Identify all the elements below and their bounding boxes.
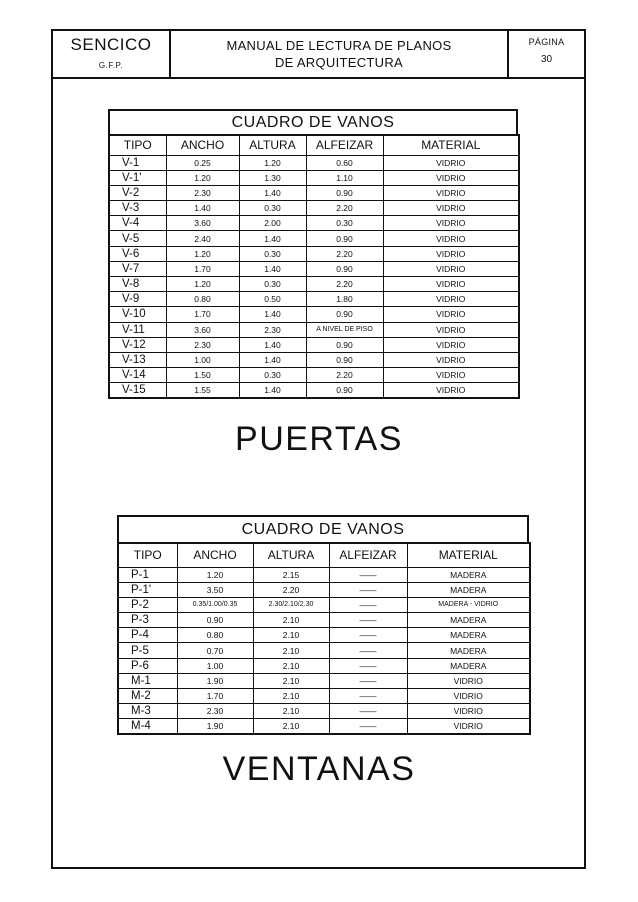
table-cell: P-2 [118, 597, 177, 612]
table-cell: VIDRIO [383, 307, 519, 322]
table-cell: 1.40 [239, 383, 306, 398]
table-row [118, 582, 530, 597]
table-cell: 2.00 [239, 216, 306, 231]
manual-title-cell [171, 31, 509, 77]
table-cell: 1.40 [239, 185, 306, 200]
table-cell: V-7 [109, 261, 166, 276]
table-cell: —— [329, 719, 407, 734]
table-cell: P-6 [118, 658, 177, 673]
table-row [109, 307, 519, 322]
table-cell: 2.40 [166, 231, 239, 246]
table-cell: A NIVEL DE PISO [306, 322, 383, 337]
org-name: SENCICO [70, 35, 152, 54]
table-row [109, 352, 519, 367]
table-row [109, 201, 519, 216]
table-cell: 2.10 [253, 658, 329, 673]
table-1-header-row [109, 135, 519, 155]
table-cell: 1.20 [239, 155, 306, 170]
table-cell: VIDRIO [383, 216, 519, 231]
table-cell: 0.90 [306, 383, 383, 398]
table-cell: V-9 [109, 292, 166, 307]
table-row [109, 277, 519, 292]
table-cell: 1.80 [306, 292, 383, 307]
table-cell: 1.50 [166, 368, 239, 383]
table-cell: 1.55 [166, 383, 239, 398]
table-cell: 2.10 [253, 673, 329, 688]
table-row [118, 673, 530, 688]
table-cell: 2.30/2.10/2.30 [253, 597, 329, 612]
table-cell: —— [329, 567, 407, 582]
table-cell: V-15 [109, 383, 166, 398]
table-cell: VIDRIO [383, 352, 519, 367]
table-row [118, 567, 530, 582]
table-cell: VIDRIO [407, 673, 530, 688]
section-title-ventanas: VENTANAS [222, 750, 416, 788]
table-2-title: CUADRO DE VANOS [117, 515, 529, 542]
table-row [109, 216, 519, 231]
table-cell: MADERA [407, 567, 530, 582]
table-cell: 1.70 [166, 261, 239, 276]
table-cell: 0.30 [306, 216, 383, 231]
table-row [109, 170, 519, 185]
table-row [109, 246, 519, 261]
table-cell: VIDRIO [407, 689, 530, 704]
page-cell [509, 31, 584, 77]
column-header: ALFEIZAR [306, 135, 383, 155]
table-cell: VIDRIO [383, 261, 519, 276]
table-cell: 0.90 [306, 352, 383, 367]
table-row [109, 368, 519, 383]
column-header: MATERIAL [407, 543, 530, 567]
table-cell: 1.10 [306, 170, 383, 185]
table-cell: 0.90 [306, 231, 383, 246]
page-header [53, 31, 584, 79]
table-row [118, 628, 530, 643]
table-cell: 1.40 [239, 352, 306, 367]
table-1-body [109, 155, 519, 398]
table-row [118, 597, 530, 612]
table-cell: 1.40 [239, 231, 306, 246]
table-cell: —— [329, 597, 407, 612]
vanos-table-1 [108, 109, 518, 399]
table-cell: 1.90 [177, 719, 253, 734]
table-row [118, 689, 530, 704]
org-cell [53, 31, 171, 77]
table-cell: MADERA [407, 643, 530, 658]
table-cell: 1.40 [239, 337, 306, 352]
table-cell: 0.50 [239, 292, 306, 307]
table-cell: 1.20 [166, 170, 239, 185]
table-cell: 2.30 [166, 337, 239, 352]
table-cell: 3.60 [166, 216, 239, 231]
page-label: PÁGINA [528, 37, 565, 47]
table-2-header-row [118, 543, 530, 567]
table-cell: VIDRIO [383, 322, 519, 337]
column-header: MATERIAL [383, 135, 519, 155]
table-cell: 2.30 [239, 322, 306, 337]
table-row [118, 658, 530, 673]
table-cell: V-2 [109, 185, 166, 200]
table-cell: 0.90 [306, 337, 383, 352]
column-header: ANCHO [177, 543, 253, 567]
table-cell: V-5 [109, 231, 166, 246]
table-cell: M-4 [118, 719, 177, 734]
table-cell: VIDRIO [383, 231, 519, 246]
table-row [109, 322, 519, 337]
table-cell: VIDRIO [407, 719, 530, 734]
table-cell: V-14 [109, 368, 166, 383]
table-row [118, 613, 530, 628]
table-cell: VIDRIO [383, 368, 519, 383]
table-cell: M-3 [118, 704, 177, 719]
table-cell: P-4 [118, 628, 177, 643]
table-cell: 0.90 [306, 307, 383, 322]
table-cell: MADERA [407, 613, 530, 628]
column-header: ALTURA [253, 543, 329, 567]
column-header: ALTURA [239, 135, 306, 155]
table-cell: VIDRIO [383, 277, 519, 292]
table-cell: V-13 [109, 352, 166, 367]
table-cell: VIDRIO [383, 292, 519, 307]
table-cell: VIDRIO [383, 201, 519, 216]
table-cell: 0.90 [306, 185, 383, 200]
table-cell: M-1 [118, 673, 177, 688]
table-cell: 1.90 [177, 673, 253, 688]
table-cell: 2.20 [306, 368, 383, 383]
table-cell: 0.90 [306, 261, 383, 276]
table-cell: VIDRIO [383, 246, 519, 261]
table-cell: —— [329, 658, 407, 673]
table-cell: —— [329, 643, 407, 658]
table-row [109, 185, 519, 200]
table-cell: P-1 [118, 567, 177, 582]
manual-title [171, 37, 507, 71]
table-cell: 0.70 [177, 643, 253, 658]
table-cell: V-3 [109, 201, 166, 216]
table-cell: VIDRIO [383, 155, 519, 170]
table-1-grid [108, 134, 520, 399]
table-cell: 0.35/1.00/0.35 [177, 597, 253, 612]
table-row [109, 155, 519, 170]
section-title-puertas: PUERTAS [235, 420, 403, 458]
table-cell: 2.10 [253, 719, 329, 734]
table-cell: V-11 [109, 322, 166, 337]
table-cell: VIDRIO [383, 337, 519, 352]
column-header: TIPO [118, 543, 177, 567]
table-cell: 3.60 [166, 322, 239, 337]
table-cell: 2.20 [306, 246, 383, 261]
table-cell: 2.20 [306, 201, 383, 216]
table-cell: 0.25 [166, 155, 239, 170]
table-cell: 2.20 [306, 277, 383, 292]
column-header: TIPO [109, 135, 166, 155]
table-cell: M-2 [118, 689, 177, 704]
manual-title-line1: MANUAL DE LECTURA DE PLANOS [226, 38, 452, 53]
table-cell: —— [329, 628, 407, 643]
table-cell: —— [329, 673, 407, 688]
table-cell: —— [329, 582, 407, 597]
table-cell: 0.80 [166, 292, 239, 307]
table-cell: VIDRIO [383, 185, 519, 200]
table-cell: 0.30 [239, 201, 306, 216]
table-cell: 1.20 [166, 277, 239, 292]
table-cell: 0.80 [177, 628, 253, 643]
table-cell: 2.10 [253, 704, 329, 719]
table-cell: VIDRIO [383, 170, 519, 185]
table-cell: 2.30 [166, 185, 239, 200]
org-subtitle: G.F.P. [98, 61, 124, 70]
table-1-title: CUADRO DE VANOS [108, 109, 518, 134]
table-cell: V-6 [109, 246, 166, 261]
table-cell: 2.10 [253, 613, 329, 628]
column-header: ANCHO [166, 135, 239, 155]
table-cell: V-1' [109, 170, 166, 185]
vanos-table-2 [117, 515, 529, 735]
table-cell: 1.70 [177, 689, 253, 704]
table-cell: 1.40 [166, 201, 239, 216]
table-cell: MADERA - VIDRIO [407, 597, 530, 612]
page-number: 30 [540, 54, 553, 65]
table-row [109, 292, 519, 307]
manual-title-line2: DE ARQUITECTURA [274, 55, 403, 70]
table-cell: 1.40 [239, 261, 306, 276]
table-cell: V-12 [109, 337, 166, 352]
table-row [118, 719, 530, 734]
table-cell: 2.30 [177, 704, 253, 719]
table-cell: 0.90 [177, 613, 253, 628]
table-cell: 3.50 [177, 582, 253, 597]
table-cell: VIDRIO [383, 383, 519, 398]
table-cell: MADERA [407, 628, 530, 643]
table-cell: V-1 [109, 155, 166, 170]
table-cell: MADERA [407, 658, 530, 673]
table-cell: 1.20 [166, 246, 239, 261]
table-cell: 2.15 [253, 567, 329, 582]
table-row [109, 337, 519, 352]
table-cell: 0.30 [239, 368, 306, 383]
table-row [109, 383, 519, 398]
table-cell: P-5 [118, 643, 177, 658]
table-cell: —— [329, 613, 407, 628]
table-cell: V-8 [109, 277, 166, 292]
table-cell: 0.30 [239, 246, 306, 261]
table-cell: —— [329, 689, 407, 704]
table-cell: 1.70 [166, 307, 239, 322]
table-2-grid [117, 542, 531, 735]
table-cell: 2.10 [253, 689, 329, 704]
table-cell: —— [329, 704, 407, 719]
table-row [118, 704, 530, 719]
column-header: ALFEIZAR [329, 543, 407, 567]
table-cell: V-10 [109, 307, 166, 322]
table-2-body [118, 567, 530, 734]
table-cell: 2.20 [253, 582, 329, 597]
table-cell: 1.00 [166, 352, 239, 367]
table-row [109, 231, 519, 246]
table-cell: 2.10 [253, 643, 329, 658]
table-cell: P-3 [118, 613, 177, 628]
table-cell: 1.30 [239, 170, 306, 185]
table-cell: VIDRIO [407, 704, 530, 719]
table-cell: 0.60 [306, 155, 383, 170]
table-cell: MADERA [407, 582, 530, 597]
table-cell: 1.00 [177, 658, 253, 673]
table-cell: 2.10 [253, 628, 329, 643]
table-row [118, 643, 530, 658]
table-cell: 1.20 [177, 567, 253, 582]
table-cell: 0.30 [239, 277, 306, 292]
table-cell: 1.40 [239, 307, 306, 322]
table-row [109, 261, 519, 276]
table-cell: P-1' [118, 582, 177, 597]
table-cell: V-4 [109, 216, 166, 231]
